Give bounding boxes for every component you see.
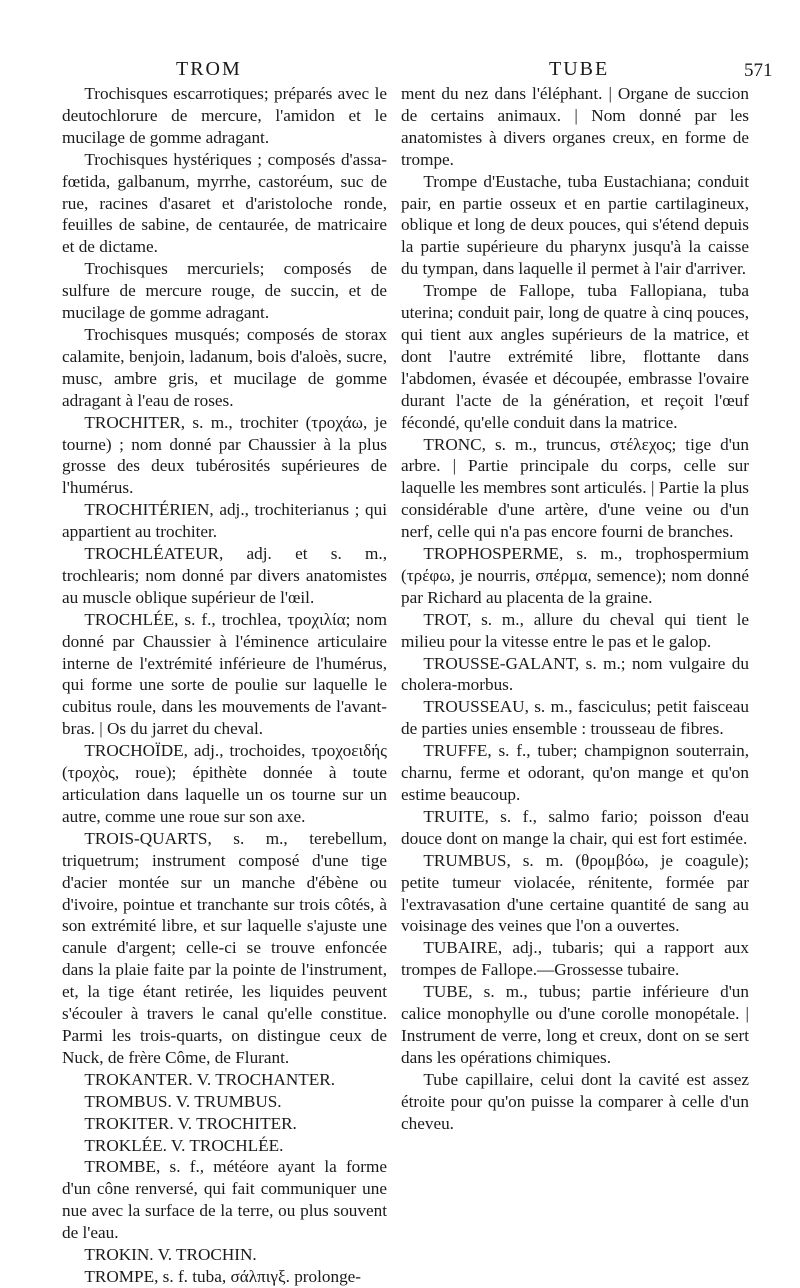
dictionary-entry: TROUSSEAU, s. m., fasciculus; petit faisceau de parties unies ensemble : trousseau de fibres.	[401, 697, 749, 739]
dictionary-entry: TUBAIRE, adj., tubaris; qui a rapport aux trompes de Fallope.—Grossesse tubaire.	[401, 938, 749, 980]
dictionary-entry: TROKANTER. V. TROCHANTER.	[84, 1069, 336, 1089]
dictionary-entry: TROUSSE-GALANT, s. m.; nom vulgaire du cholera-morbus.	[401, 653, 749, 695]
dictionary-entry: TROKITER. V. TROCHITER.	[84, 1113, 297, 1133]
left-column	[62, 83, 387, 1288]
running-header-left: TROM	[176, 58, 242, 80]
dictionary-entry: Tube capillaire, celui dont la cavité est assez étroite pour qu'on puisse la comparer à celle d'un cheveu.	[401, 1069, 749, 1133]
dictionary-entry: TRUITE, s. f., salmo fario; poisson d'eau douce dont on mange la chair, qui est fort estimée.	[401, 806, 749, 848]
dictionary-entry: TROMPE, s. f. tuba, σάλπιγξ. prolonge-	[84, 1266, 362, 1286]
dictionary-entry: Trochisques hystériques ; composés d'assa-fœtida, galbanum, myrrhe, castoréum, suc de rue, racines d'asaret et d'aristoloche ronde, feuilles de sabine, de centaurée, de matricaire et de dictame.	[62, 149, 387, 257]
dictionary-entry: TRUFFE, s. f., tuber; champignon souterrain, charnu, ferme et odorant, qu'on mange et qu'on estime beaucoup.	[401, 741, 749, 804]
dictionary-entry: TROKIN. V. TROCHIN.	[84, 1245, 257, 1265]
dictionary-entry: TROT, s. m., allure du cheval qui tient le milieu pour la vitesse entre le pas et le galop.	[401, 609, 749, 651]
dictionary-entry: TROCHLÉATEUR, adj. et s. m., trochlearis; nom donné par divers anatomistes au muscle oblique supérieur de l'œil.	[62, 544, 387, 607]
right-column	[401, 83, 749, 1135]
dictionary-entry: TROKLÉE. V. TROCHLÉE.	[84, 1135, 284, 1155]
dictionary-entry: Trompe de Fallope, tuba Fallopiana, tuba uterina; conduit pair, long de quatre à cinq pouces, qui tient aux angles supérieurs de la matrice, et dont l'autre extrémité libre, flottante dans l'abdomen, évasée et découpée, embrasse l'ovaire durant l'acte de la génération, et reçoit l'œuf fécondé, qu'elle conduit dans la matrice.	[401, 281, 749, 432]
dictionary-entry: TROCHLÉE, s. f., trochlea, τροχιλία; nom donné par Chaussier à l'éminence articulaire interne de l'extrémité inférieure de l'humérus, qui forme une sorte de poulie sur laquelle le cubitus roule, dans les mouvements de l'avant-bras. | Os du jarret du cheval.	[62, 609, 387, 739]
dictionary-entry: ment du nez dans l'éléphant. | Organe de succion de certains animaux. | Nom donné par les anatomistes à divers organes creux, en forme de trompe.	[401, 84, 749, 169]
dictionary-entry: Trochisques escarrotiques; préparés avec le deutochlorure de mercure, l'amidon et le mucilage de gomme adragant.	[62, 84, 387, 147]
dictionary-entry: TRUMBUS, s. m. (θρομβόω, je coagule); petite tumeur violacée, rénitente, formée par l'extravasation d'une certaine quantité de sang au voisinage des veines que l'on a ouvertes.	[401, 850, 749, 936]
dictionary-entry: TROMBUS. V. TRUMBUS.	[84, 1091, 282, 1111]
dictionary-entry: TROCHITER, s. m., trochiter (τροχάω, je tourne) ; nom donné par Chaussier à la plus grosse des deux tubérosités supérieures de l'humérus.	[62, 412, 387, 498]
dictionary-entry: TROCHOÏDE, adj., trochoides, τροχοειδής (τροχὸς, roue); épithète donnée à toute articulation dans laquelle un os tourne sur un autre, comme une roue sur son axe.	[62, 741, 387, 826]
dictionary-entry: TRONC, s. m., truncus, στέλεχος; tige d'un arbre. | Partie principale du corps, celle sur laquelle les membres sont articulés. | Partie la plus considérable d'une artère, d'une veine ou d'un nerf, celle qui n'a pas encore fourni de branches.	[401, 434, 749, 542]
dictionary-entry: TROCHITÉRIEN, adj., trochiterianus ; qui appartient au trochiter.	[62, 500, 387, 542]
dictionary-entry: TROPHOSPERME, s. m., trophospermium (τρέφω, je nourris, σπέρμα, semence); nom donné par Richard au placenta de la graine.	[401, 544, 749, 607]
dictionary-entry: TROIS-QUARTS, s. m., terebellum, triquetrum; instrument composé d'une tige d'acier montée sur un manche d'ébène ou d'ivoire, pointue et tranchante sur trois côtés, à son extrémité libre, et sur laquelle s'ajuste une canule d'argent; celle-ci se trouve enfoncée dans la plaie faite par la pointe de l'instrument, et, la tige étant retirée, les liquides peuvent s'écouler à travers le canal qu'elle constitue. Parmi les trois-quarts, on distingue ceux de Nuck, de frère Côme, de Flurant.	[62, 828, 387, 1067]
dictionary-entry: TROMBE, s. f., météore ayant la forme d'un cône renversé, qui fait communiquer une nue avec la surface de la terre, ou plus souvent de l'eau.	[62, 1157, 387, 1243]
dictionary-entry: Trochisques mercuriels; composés de sulfure de mercure rouge, de succin, et de mucilage de gomme adragant.	[62, 259, 387, 323]
page-number: 571	[744, 60, 773, 81]
dictionary-entry: TUBE, s. m., tubus; partie inférieure d'un calice monophylle ou d'une corolle monopétale. | Instrument de verre, long et creux, dont on se sert dans les opérations chimiques.	[401, 982, 749, 1067]
dictionary-entry: Trochisques musqués; composés de storax calamite, benjoin, ladanum, bois d'aloès, sucre, musc, ambre gris, et mucilage de gomme adragant à l'eau de roses.	[62, 324, 387, 410]
running-header-right: TUBE	[549, 58, 610, 80]
dictionary-entry: Trompe d'Eustache, tuba Eustachiana; conduit pair, en partie osseux et en partie cartilagineux, oblique et long de deux pouces, qui s'étend depuis la partie supérieure du pharynx jusqu'à la caisse du tympan, dans laquelle il permet à l'air d'arriver.	[401, 171, 749, 279]
